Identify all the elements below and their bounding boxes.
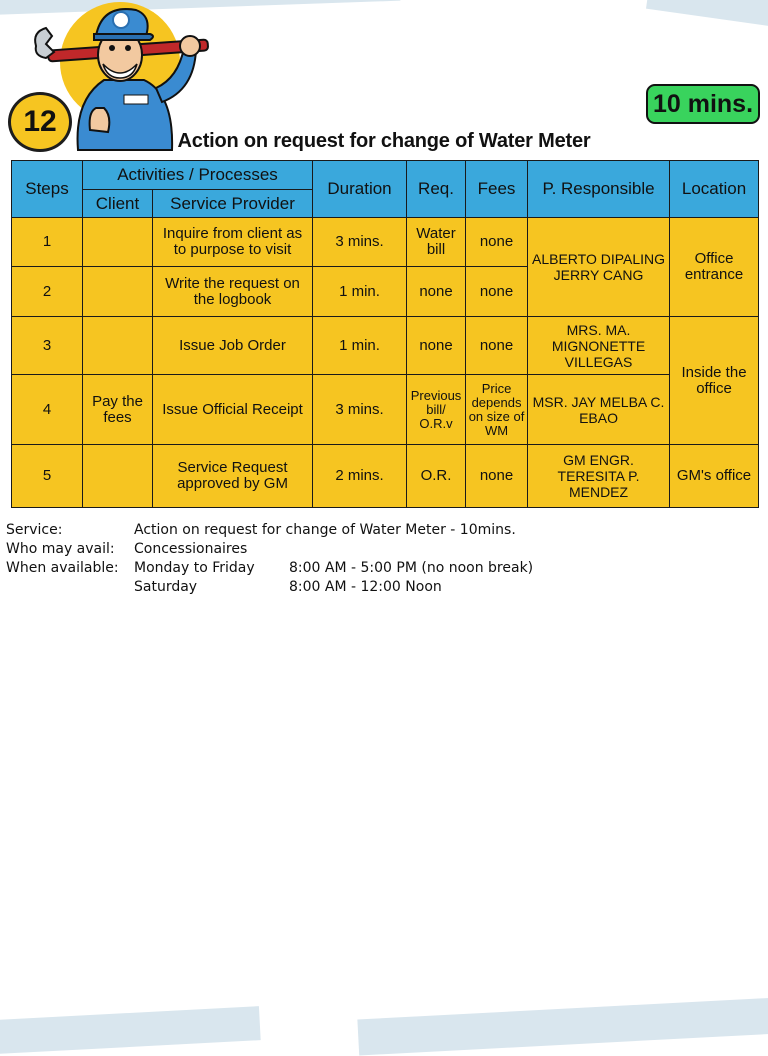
- req-cell: Previous bill/ O.R.v: [407, 375, 466, 445]
- req-cell: Water bill: [407, 218, 466, 267]
- client-cell: [83, 445, 153, 508]
- step-cell: 5: [12, 445, 83, 508]
- client-cell: [83, 267, 153, 317]
- client-cell: [83, 218, 153, 267]
- header-duration: Duration: [313, 161, 407, 218]
- fees-cell: none: [466, 317, 528, 375]
- req-cell: none: [407, 267, 466, 317]
- fees-cell: none: [466, 267, 528, 317]
- corner-decoration: [646, 0, 768, 31]
- avail-value: Concessionaires: [134, 541, 248, 557]
- provider-cell: Issue Official Receipt: [153, 375, 313, 445]
- step-number-badge: 12: [8, 92, 72, 152]
- header-responsible: P. Responsible: [528, 161, 670, 218]
- header-activities: Activities / Processes: [83, 161, 313, 190]
- schedule-days: Saturday: [134, 579, 198, 595]
- step-cell: 1: [12, 218, 83, 267]
- table-row: [12, 317, 759, 375]
- responsible-cell: GM ENGR. TERESITA P. MENDEZ: [528, 445, 670, 508]
- header-steps: Steps: [12, 161, 83, 218]
- header-provider: Service Provider: [153, 190, 313, 218]
- header-location: Location: [670, 161, 759, 218]
- responsible-cell: MSR. JAY MELBA C. EBAO: [528, 375, 670, 445]
- duration-cell: 2 mins.: [313, 445, 407, 508]
- fees-cell: Price depends on size of WM: [466, 375, 528, 445]
- step-cell: 2: [12, 267, 83, 317]
- when-label: When available:: [6, 560, 119, 576]
- schedule-time: 8:00 AM - 5:00 PM (no noon break): [289, 560, 534, 576]
- header-fees: Fees: [466, 161, 528, 218]
- provider-cell: Service Request approved by GM: [153, 445, 313, 508]
- table-row: [12, 218, 759, 267]
- service-value: Action on request for change of Water Meter - 10mins.: [134, 522, 516, 538]
- responsible-cell: MRS. MA. MIGNONETTE VILLEGAS: [528, 317, 670, 375]
- location-cell: GM's office: [670, 445, 759, 508]
- provider-cell: Inquire from client as to purpose to visit: [153, 218, 313, 267]
- corner-decoration: [0, 1006, 261, 1056]
- duration-badge: 10 mins.: [646, 84, 760, 124]
- duration-cell: 3 mins.: [313, 375, 407, 445]
- schedule-time: 8:00 AM - 12:00 Noon: [289, 579, 442, 595]
- duration-cell: 1 min.: [313, 317, 407, 375]
- provider-cell: Issue Job Order: [153, 317, 313, 375]
- service-info: [6, 521, 533, 597]
- step-cell: 4: [12, 375, 83, 445]
- service-label: Service:: [6, 522, 63, 538]
- header-req: Req.: [407, 161, 466, 218]
- duration-cell: 1 min.: [313, 267, 407, 317]
- duration-cell: 3 mins.: [313, 218, 407, 267]
- page-title: Action on request for change of Water Meter: [177, 130, 591, 152]
- client-cell: Pay the fees: [83, 375, 153, 445]
- corner-decoration: [357, 997, 768, 1056]
- avail-label: Who may avail:: [6, 541, 115, 557]
- header-client: Client: [83, 190, 153, 218]
- table-row: [12, 375, 759, 445]
- step-cell: 3: [12, 317, 83, 375]
- client-cell: [83, 317, 153, 375]
- req-cell: none: [407, 317, 466, 375]
- location-cell: Office entrance: [670, 218, 759, 317]
- req-cell: O.R.: [407, 445, 466, 508]
- table-row: [12, 445, 759, 508]
- fees-cell: none: [466, 445, 528, 508]
- location-cell: Inside the office: [670, 317, 759, 445]
- fees-cell: none: [466, 218, 528, 267]
- process-table: [11, 160, 758, 508]
- schedule-days: Monday to Friday: [134, 560, 255, 576]
- provider-cell: Write the request on the logbook: [153, 267, 313, 317]
- responsible-cell: ALBERTO DIPALING JERRY CANG: [528, 218, 670, 317]
